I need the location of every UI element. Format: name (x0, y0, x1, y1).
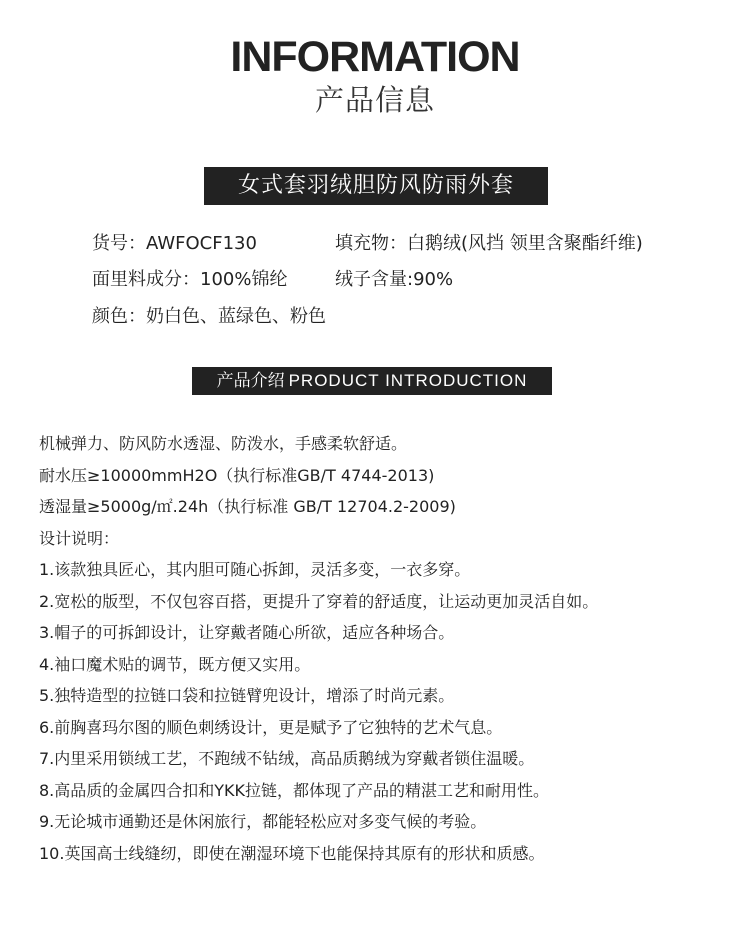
description-line: 机械弹力、防风防水透湿、防泼水，手感柔软舒适。 (39, 434, 408, 453)
description-line: 8.高品质的金属四合扣和YKK拉链，都体现了产品的精湛工艺和耐用性。 (39, 780, 550, 800)
spec-colors: 颜色：奶白色、蓝绿色、粉色 (92, 306, 326, 327)
spec-item-no: 货号：AWFOCF130 (92, 233, 257, 254)
description-line: 4.袖口魔术贴的调节，既方便又实用。 (39, 654, 311, 674)
page-title-cn: 产品信息 (314, 83, 435, 117)
description-line: 10.英国高士线缝纫，即使在潮湿环境下也能保持其原有的形状和质感。 (39, 843, 545, 863)
description-line: 3.帽子的可拆卸设计，让穿戴者随心所欲，适应各种场合。 (39, 623, 455, 642)
description-list (39, 428, 739, 869)
spec-down-content: 绒子含量:90% (335, 269, 454, 290)
product-name-banner: 女式套羽绒胆防风防雨外套 (204, 167, 548, 205)
description-line: 9.无论城市通勤还是休闲旅行，都能轻松应对多变气候的考验。 (39, 812, 487, 831)
description-line: 5.独特造型的拉链口袋和拉链臂兜设计，增添了时尚元素。 (39, 686, 455, 705)
description-line: 1.该款独具匠心，其内胆可随心拆卸，灵活多变，一衣多穿。 (39, 560, 471, 579)
description-line: 设计说明： (39, 528, 120, 548)
page-title-en: INFORMATION (230, 33, 520, 81)
description-line: 2.宽松的版型，不仅包容百搭，更提升了穿着的舒适度，让运动更加灵活自如。 (39, 591, 599, 611)
description-line: 耐水压≥10000mmH2O（执行标准GB/T 4744-2013) (39, 465, 435, 485)
spec-filling: 填充物：白鹅绒(风挡 领里含聚酯纤维) (335, 233, 643, 254)
intro-label-cn: 产品介绍 (216, 371, 285, 391)
product-intro-banner (192, 367, 552, 395)
description-line: 7.内里采用锁绒工艺，不跑绒不钻绒，高品质鹅绒为穿戴者锁住温暖。 (39, 749, 535, 768)
description-line: 6.前胸喜玛尔图的顺色刺绣设计，更是赋予了它独特的艺术气息。 (39, 717, 503, 737)
description-line: 透湿量≥5000g/㎡.24h（执行标准 GB/T 12704.2-2009) (39, 497, 456, 516)
intro-label-en: PRODUCT INTRODUCTION (288, 371, 528, 390)
spec-fabric: 面里料成分：100%锦纶 (92, 269, 288, 290)
